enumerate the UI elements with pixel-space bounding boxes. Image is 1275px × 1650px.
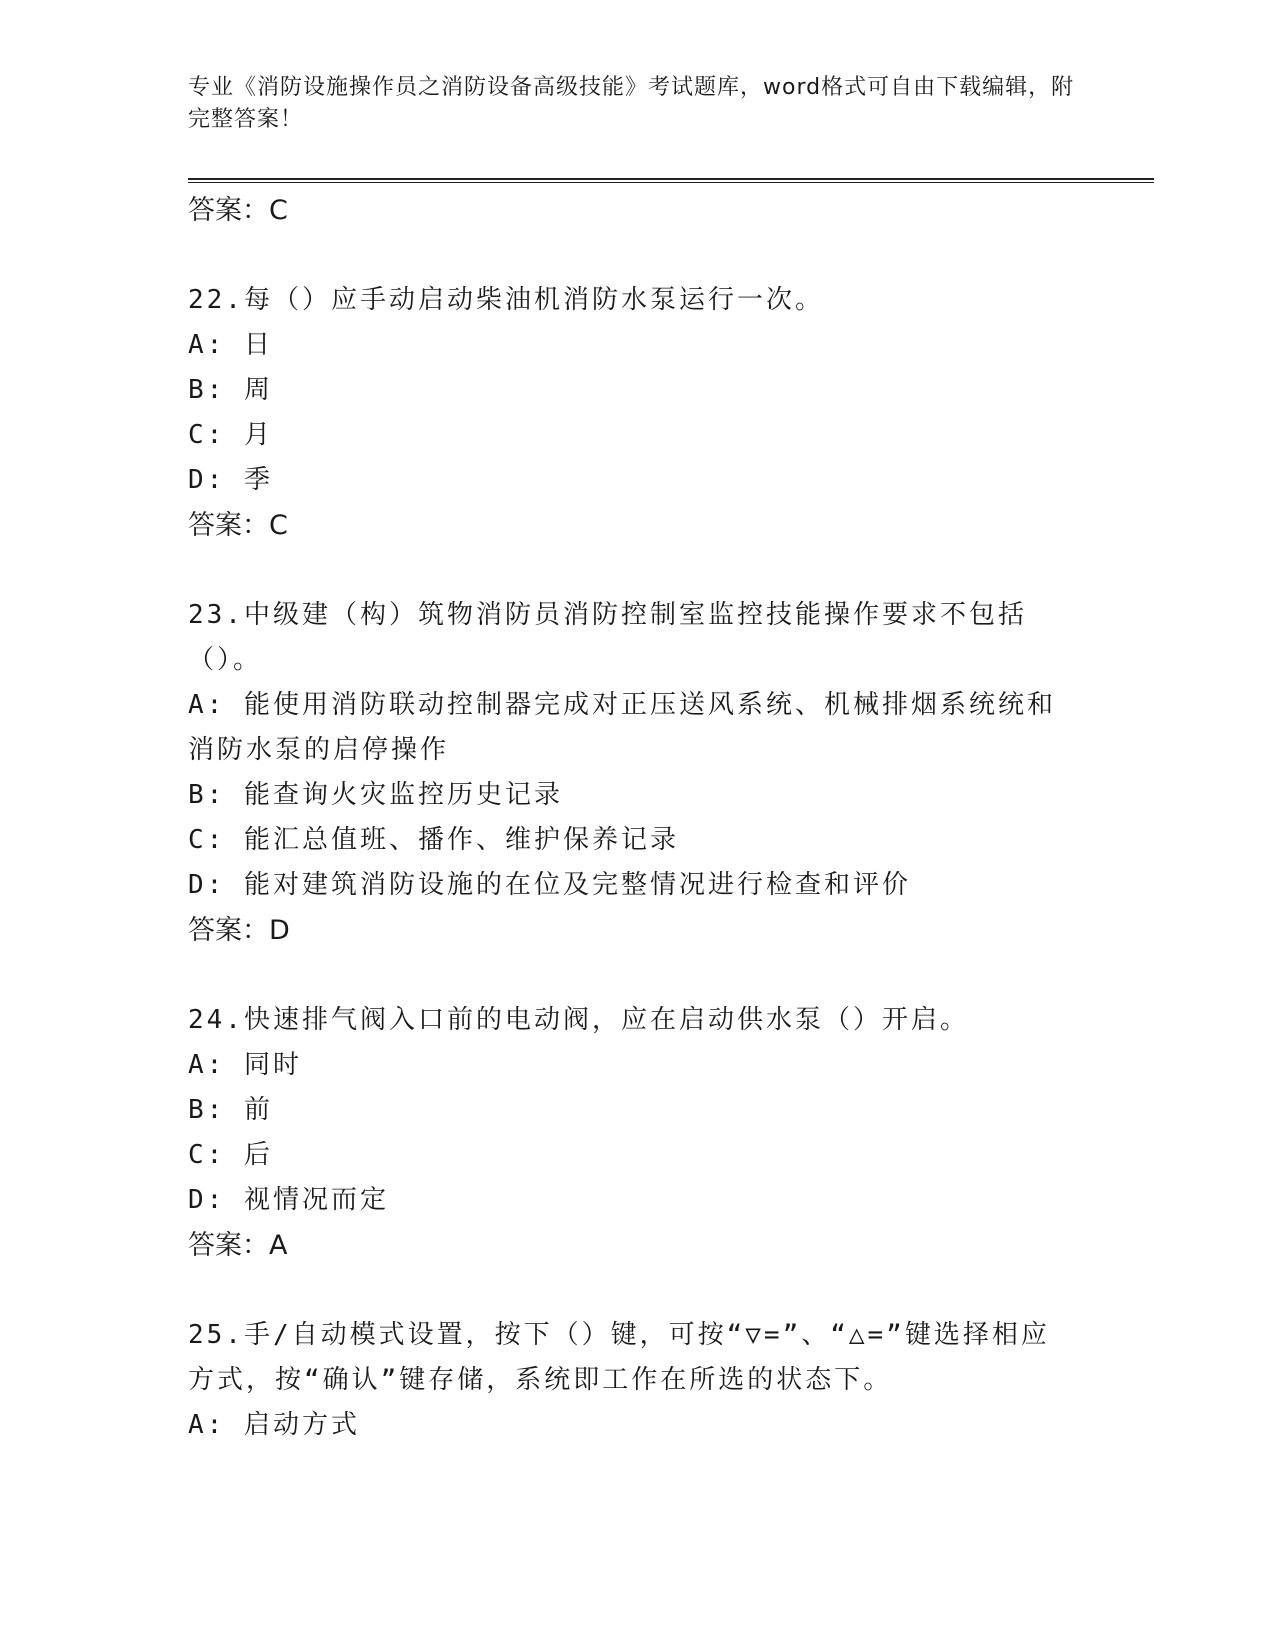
option-d: D: 视情况而定 — [188, 1185, 389, 1215]
answer-line: 答案：A — [188, 1230, 288, 1261]
question-24 — [188, 998, 1068, 1269]
header-divider — [188, 178, 1154, 180]
option-c: C: 能汇总值班、播作、维护保养记录 — [188, 825, 679, 855]
header-divider-thin — [188, 182, 1154, 183]
option-a: A: 日 — [188, 330, 273, 360]
option-a: A: 启动方式 — [188, 1410, 360, 1440]
option-c: C: 后 — [188, 1140, 273, 1170]
option-a: A: 能使用消防联动控制器完成对正压送风系统、机械排烟系统统和消防水泵的启停操作 — [188, 690, 1056, 765]
option-b: B: 能查询火灾监控历史记录 — [188, 780, 563, 810]
question-stem: 24.快速排气阀入口前的电动阀，应在启动供水泵（）开启。 — [188, 1005, 969, 1035]
question-25 — [188, 1313, 1068, 1448]
answer-line: 答案：C — [188, 195, 288, 226]
option-c: C: 月 — [188, 420, 273, 450]
question-stem: 25.手/自动模式设置，按下（）键，可按“▽=”、“△=”键选择相应方式，按“确认”键存储，系统即工作在所选的状态下。 — [188, 1320, 1050, 1395]
answer-line: 答案：C — [188, 510, 288, 541]
question-23 — [188, 593, 1068, 954]
question-stem: 22.每（）应手动启动柴油机消防水泵运行一次。 — [188, 285, 824, 315]
option-d: D: 季 — [188, 465, 273, 495]
question-list — [188, 188, 1068, 1448]
option-a: A: 同时 — [188, 1050, 302, 1080]
option-b: B: 周 — [188, 375, 273, 405]
option-d: D: 能对建筑消防设施的在位及完整情况进行检查和评价 — [188, 870, 911, 900]
option-b: B: 前 — [188, 1095, 273, 1125]
question-stem: 23.中级建（构）筑物消防员消防控制室监控技能操作要求不包括（）。 — [188, 600, 1027, 675]
document-header: 专业《消防设施操作员之消防设备高级技能》考试题库，word格式可自由下载编辑，附完整答案！ — [188, 75, 1075, 132]
question-22 — [188, 278, 1068, 549]
answer-line: 答案：D — [188, 915, 290, 946]
